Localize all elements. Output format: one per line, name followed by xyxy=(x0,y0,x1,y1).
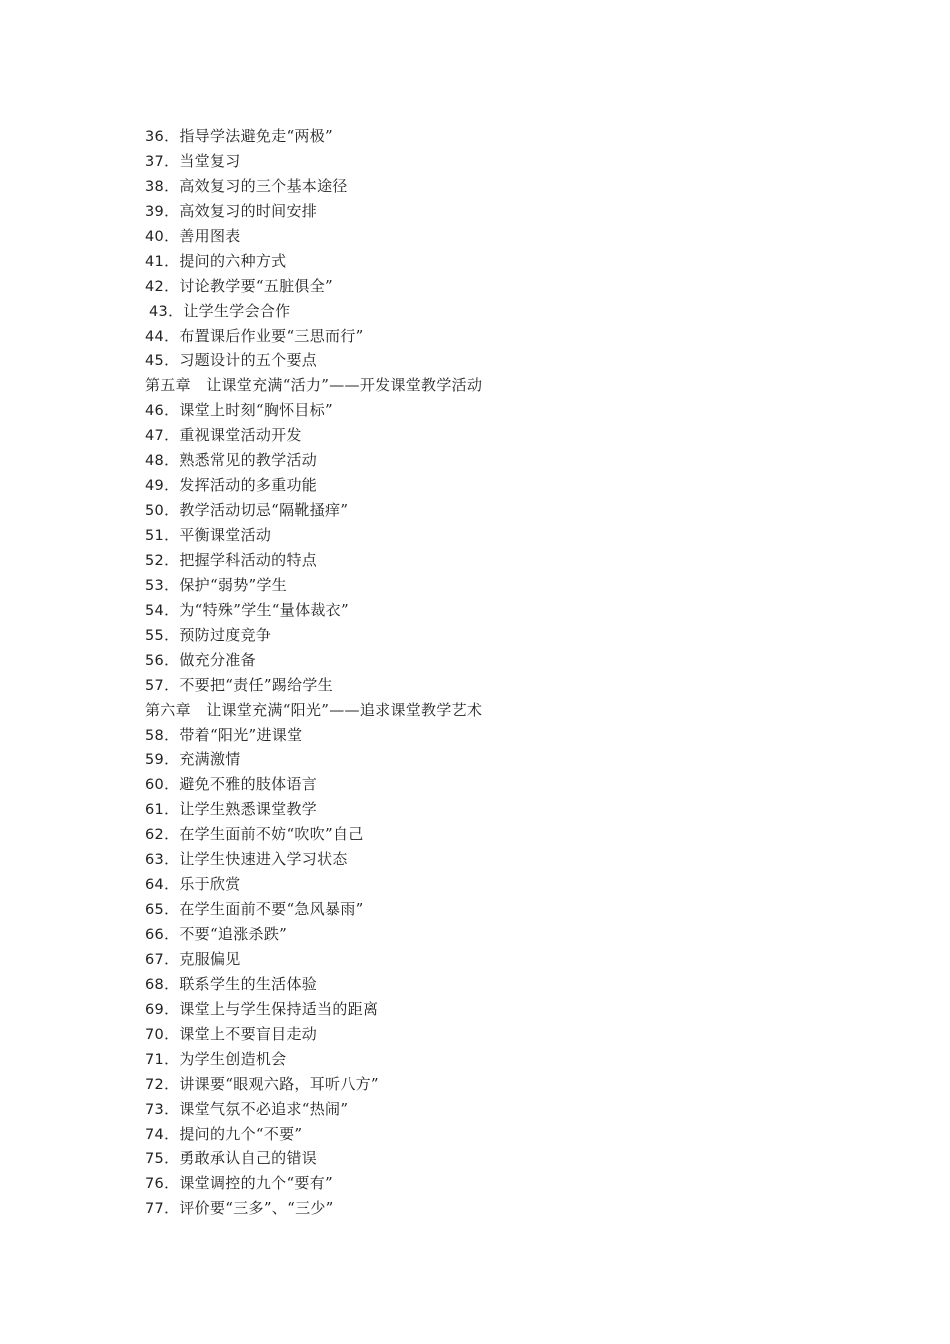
toc-entry-61 xyxy=(145,797,905,822)
toc-entry-44 xyxy=(145,324,905,349)
toc-entry-54 xyxy=(145,598,905,623)
entry-title: ．当堂复习 xyxy=(164,151,241,170)
entry-title: ．评价要“三多”、“三少” xyxy=(164,1199,334,1218)
entry-number: 77 xyxy=(145,1201,165,1218)
entry-number: 55 xyxy=(145,627,165,644)
entry-title: ．善用图表 xyxy=(164,226,241,245)
entry-title: ．讲课要“眼观六路，耳听八方” xyxy=(164,1074,379,1093)
toc-entry-71 xyxy=(145,1047,905,1072)
entry-number: 76 xyxy=(145,1176,165,1193)
entry-number: 61 xyxy=(145,802,165,819)
toc-entry-45 xyxy=(145,348,905,373)
toc-entry-36 xyxy=(145,124,905,149)
toc-entry-55 xyxy=(145,623,905,648)
entry-title: ．熟悉常见的教学活动 xyxy=(164,451,318,470)
entry-number: 47 xyxy=(145,428,165,445)
toc-entry-49 xyxy=(145,473,905,498)
entry-title: ．课堂上不要盲目走动 xyxy=(164,1024,318,1043)
entry-number: 48 xyxy=(145,453,165,470)
toc-entry-73 xyxy=(145,1097,905,1122)
chapter-title: 第六章 让课堂充满“阳光”——追求课堂教学艺术 xyxy=(145,700,483,719)
entry-title: ．指导学法避免走“两极” xyxy=(164,127,334,145)
entry-title: ．提问的九个“不要” xyxy=(164,1124,303,1143)
entry-title: ．在学生面前不妨“吹吹”自己 xyxy=(164,825,364,844)
toc-entry-50 xyxy=(145,498,905,523)
entry-title: ．在学生面前不要“急风暴雨” xyxy=(164,900,364,919)
entry-number: 59 xyxy=(145,752,165,769)
entry-title: ．让学生熟悉课堂教学 xyxy=(164,800,318,819)
entry-title: ．布置课后作业要“三思而行” xyxy=(164,326,364,345)
entry-title: ．课堂调控的九个“要有” xyxy=(164,1174,334,1193)
toc-entry-65 xyxy=(145,897,905,922)
entry-number: 67 xyxy=(145,951,165,968)
entry-title: ．做充分准备 xyxy=(164,650,256,669)
entry-title: ．保护“弱势”学生 xyxy=(164,575,288,594)
entry-number: 74 xyxy=(145,1126,165,1143)
toc-entry-77 xyxy=(145,1196,905,1221)
entry-title: ．课堂上与学生保持适当的距离 xyxy=(164,999,379,1018)
entry-number: 36 xyxy=(145,129,165,145)
toc-entry-60 xyxy=(145,772,905,797)
entry-title: ．发挥活动的多重功能 xyxy=(164,476,318,495)
toc-entry-41 xyxy=(145,249,905,274)
toc-entry-62 xyxy=(145,822,905,847)
toc-entry-69 xyxy=(145,997,905,1022)
entry-title: ．充满激情 xyxy=(164,750,241,769)
entry-number: 50 xyxy=(145,503,165,520)
entry-number: 64 xyxy=(145,877,165,894)
entry-number: 56 xyxy=(145,652,165,669)
toc-entry-43 xyxy=(145,299,905,324)
chapter-title: 第五章 让课堂充满“活力”——开发课堂教学活动 xyxy=(145,376,483,395)
entry-number: 51 xyxy=(145,528,165,544)
toc-entry-39 xyxy=(145,199,905,224)
entry-number: 54 xyxy=(145,602,165,619)
toc-entry-63 xyxy=(145,847,905,872)
entry-number: 58 xyxy=(145,727,165,744)
entry-title: ．提问的六种方式 xyxy=(164,251,287,270)
entry-title: ．联系学生的生活体验 xyxy=(164,974,318,993)
entry-number: 38 xyxy=(145,178,165,195)
entry-number: 40 xyxy=(145,228,165,245)
entry-title: ．避免不雅的肢体语言 xyxy=(164,775,318,794)
toc-entry-72 xyxy=(145,1072,905,1097)
entry-number: 42 xyxy=(145,278,165,295)
chapter-heading-6 xyxy=(145,698,905,723)
toc-entry-58 xyxy=(145,723,905,748)
toc-entry-46 xyxy=(145,398,905,423)
entry-title: ．教学活动切忌“隔靴搔痒” xyxy=(164,501,349,520)
entry-title: ．带着“阳光”进课堂 xyxy=(164,725,303,744)
entry-number: 71 xyxy=(145,1051,165,1068)
entry-number: 53 xyxy=(145,577,165,594)
entry-number: 45 xyxy=(145,353,165,370)
entry-number: 43 xyxy=(149,303,169,320)
entry-number: 66 xyxy=(145,927,165,943)
table-of-contents xyxy=(145,124,905,1221)
toc-entry-75 xyxy=(145,1146,905,1171)
entry-title: ．不要把“责任”踢给学生 xyxy=(164,675,334,694)
toc-entry-70 xyxy=(145,1022,905,1047)
entry-number: 41 xyxy=(145,253,165,270)
entry-number: 68 xyxy=(145,976,165,993)
toc-entry-38 xyxy=(145,174,905,199)
toc-entry-40 xyxy=(145,224,905,249)
entry-number: 46 xyxy=(145,403,165,420)
entry-number: 44 xyxy=(145,328,165,345)
entry-number: 63 xyxy=(145,852,165,869)
entry-number: 73 xyxy=(145,1101,165,1118)
toc-entry-37 xyxy=(145,149,905,174)
entry-title: ．乐于欣赏 xyxy=(164,875,241,894)
entry-number: 70 xyxy=(145,1026,165,1043)
entry-number: 52 xyxy=(145,552,165,569)
entry-title: ．课堂上时刻“胸怀目标” xyxy=(164,401,334,420)
toc-entry-67 xyxy=(145,947,905,972)
entry-title: ．不要“追涨杀跌” xyxy=(164,925,288,943)
entry-number: 62 xyxy=(145,827,165,844)
entry-number: 57 xyxy=(145,677,165,694)
entry-title: ．讨论教学要“五脏俱全” xyxy=(164,276,334,295)
toc-entry-42 xyxy=(145,274,905,299)
toc-entry-47 xyxy=(145,423,905,448)
entry-title: ．让学生学会合作 xyxy=(168,301,291,320)
toc-entry-76 xyxy=(145,1171,905,1196)
entry-number: 60 xyxy=(145,777,165,794)
entry-title: ．勇敢承认自己的错误 xyxy=(164,1149,318,1168)
entry-title: ．课堂气氛不必追求“热闹” xyxy=(164,1099,349,1118)
entry-number: 72 xyxy=(145,1076,165,1093)
toc-entry-66 xyxy=(145,922,905,947)
toc-entry-59 xyxy=(145,747,905,772)
entry-number: 65 xyxy=(145,902,165,919)
entry-title: ．为“特殊”学生“量体裁衣” xyxy=(164,600,349,619)
entry-title: ．重视课堂活动开发 xyxy=(164,426,302,445)
entry-number: 49 xyxy=(145,478,165,495)
toc-entry-52 xyxy=(145,548,905,573)
entry-title: ．平衡课堂活动 xyxy=(164,526,272,544)
entry-title: ．预防过度竞争 xyxy=(164,625,272,644)
entry-title: ．克服偏见 xyxy=(164,949,241,968)
toc-entry-51 xyxy=(145,523,905,548)
toc-entry-74 xyxy=(145,1122,905,1147)
entry-number: 39 xyxy=(145,203,165,220)
chapter-heading-5 xyxy=(145,373,905,398)
toc-entry-68 xyxy=(145,972,905,997)
entry-title: ．高效复习的时间安排 xyxy=(164,201,318,220)
entry-title: ．为学生创造机会 xyxy=(164,1049,287,1068)
entry-title: ．让学生快速进入学习状态 xyxy=(164,850,348,869)
entry-title: ．把握学科活动的特点 xyxy=(164,550,318,569)
entry-title: ．习题设计的五个要点 xyxy=(164,351,318,370)
entry-title: ．高效复习的三个基本途径 xyxy=(164,176,348,195)
toc-entry-48 xyxy=(145,448,905,473)
entry-number: 75 xyxy=(145,1151,165,1168)
toc-entry-57 xyxy=(145,673,905,698)
entry-number: 37 xyxy=(145,153,165,170)
toc-entry-56 xyxy=(145,648,905,673)
toc-entry-64 xyxy=(145,872,905,897)
toc-entry-53 xyxy=(145,573,905,598)
entry-number: 69 xyxy=(145,1001,165,1018)
